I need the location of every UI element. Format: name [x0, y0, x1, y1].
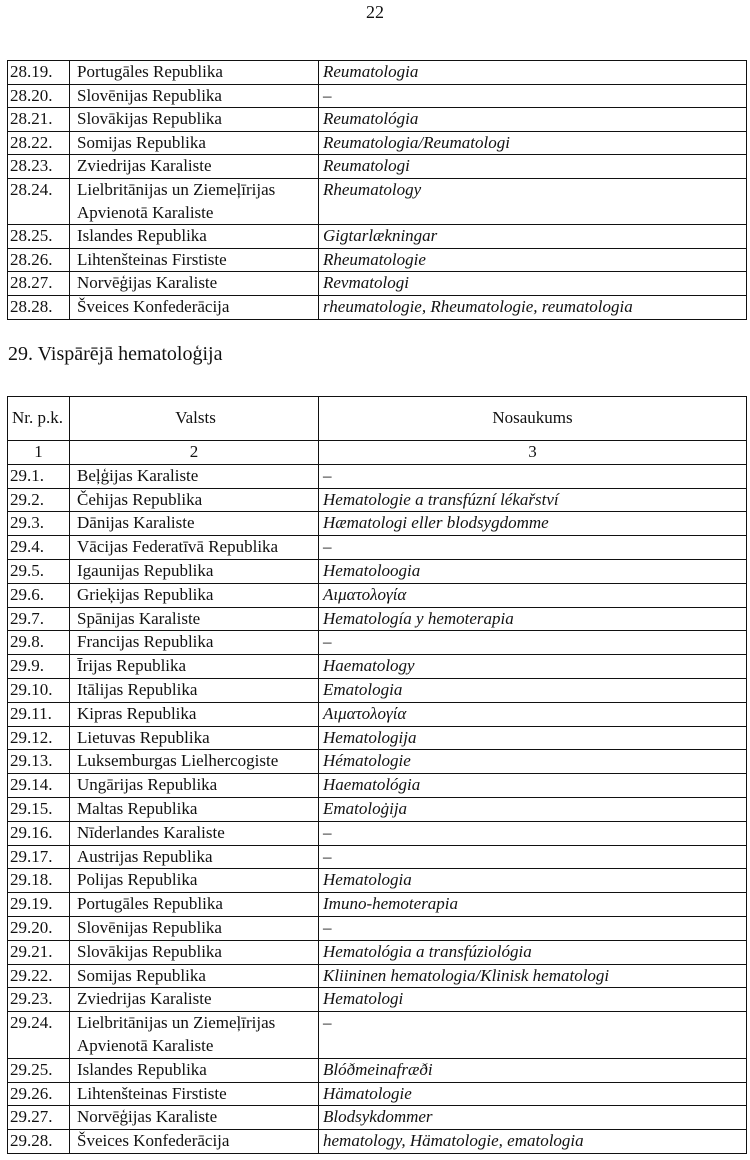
row-number: 29.21. — [8, 940, 70, 964]
table-row — [8, 726, 747, 750]
row-number: 28.23. — [8, 155, 70, 179]
row-number: 28.28. — [8, 295, 70, 319]
table-row — [8, 916, 747, 940]
row-number: 29.18. — [8, 869, 70, 893]
specialty-title: Hematologija — [319, 726, 747, 750]
row-number: 29.27. — [8, 1106, 70, 1130]
table-row — [8, 940, 747, 964]
table-row — [8, 178, 747, 224]
row-number: 28.21. — [8, 108, 70, 132]
specialty-title: Hæmatologi eller blodsygdomme — [319, 512, 747, 536]
table-row — [8, 272, 747, 296]
row-number: 28.19. — [8, 61, 70, 85]
row-number: 29.15. — [8, 797, 70, 821]
specialty-title: Blodsykdommer — [319, 1106, 747, 1130]
country-name: Slovākijas Republika — [70, 940, 319, 964]
row-number: 28.26. — [8, 248, 70, 272]
row-number: 28.25. — [8, 225, 70, 249]
specialty-title: Ematoloġija — [319, 797, 747, 821]
hematology-table — [7, 396, 747, 1154]
country-name: Ungārijas Republika — [70, 774, 319, 798]
country-name: Polijas Republika — [70, 869, 319, 893]
row-number: 29.19. — [8, 893, 70, 917]
country-name: Itālijas Republika — [70, 678, 319, 702]
specialty-title: Hematologia — [319, 869, 747, 893]
col-number-3: 3 — [319, 441, 747, 465]
country-name: Īrijas Republika — [70, 655, 319, 679]
country-name: Lietuvas Republika — [70, 726, 319, 750]
row-number: 29.6. — [8, 583, 70, 607]
specialty-title: Reumatológia — [319, 108, 747, 132]
specialty-title: Blóðmeinafræði — [319, 1058, 747, 1082]
table-row — [8, 631, 747, 655]
specialty-title: – — [319, 1012, 747, 1059]
row-number: 29.26. — [8, 1082, 70, 1106]
specialty-title: hematology, Hämatologie, ematologia — [319, 1130, 747, 1154]
country-name: Islandes Republika — [70, 225, 319, 249]
country-name: Austrijas Republika — [70, 845, 319, 869]
table-row — [8, 131, 747, 155]
table-row — [8, 702, 747, 726]
row-number: 29.22. — [8, 964, 70, 988]
specialty-title: Gigtarlækningar — [319, 225, 747, 249]
table-row — [8, 655, 747, 679]
table-row — [8, 512, 747, 536]
table-row — [8, 988, 747, 1012]
country-name: Slovēnijas Republika — [70, 84, 319, 108]
header-country: Valsts — [70, 397, 319, 441]
table-row — [8, 488, 747, 512]
table-row — [8, 155, 747, 179]
country-name: Grieķijas Republika — [70, 583, 319, 607]
country-name: Lielbritānijas un Ziemeļīrijas Apvienotā Karaliste — [70, 178, 319, 224]
row-number: 29.13. — [8, 750, 70, 774]
row-number: 29.24. — [8, 1012, 70, 1059]
rheumatology-table-continued — [7, 60, 747, 320]
table-row — [8, 108, 747, 132]
country-name: Kipras Republika — [70, 702, 319, 726]
table-row — [8, 750, 747, 774]
country-name: Šveices Konfederācija — [70, 1130, 319, 1154]
header-nr: Nr. p.k. — [8, 397, 70, 441]
table-row — [8, 583, 747, 607]
specialty-title: Hematologi — [319, 988, 747, 1012]
table-row — [8, 536, 747, 560]
country-name: Spānijas Karaliste — [70, 607, 319, 631]
table-row — [8, 1082, 747, 1106]
specialty-title: Αιματολογία — [319, 702, 747, 726]
specialty-title: Reumatologi — [319, 155, 747, 179]
row-number: 28.27. — [8, 272, 70, 296]
country-name: Portugāles Republika — [70, 61, 319, 85]
country-name: Slovākijas Republika — [70, 108, 319, 132]
row-number: 28.24. — [8, 178, 70, 224]
table-row — [8, 295, 747, 319]
row-number: 29.23. — [8, 988, 70, 1012]
specialty-title: rheumatologie, Rheumatologie, reumatologia — [319, 295, 747, 319]
country-name: Lielbritānijas un Ziemeļīrijas Apvienotā Karaliste — [70, 1012, 319, 1059]
country-name: Somijas Republika — [70, 964, 319, 988]
row-number: 29.1. — [8, 464, 70, 488]
row-number: 29.8. — [8, 631, 70, 655]
specialty-title: – — [319, 631, 747, 655]
country-name: Lihtenšteinas Firstiste — [70, 1082, 319, 1106]
country-name: Lihtenšteinas Firstiste — [70, 248, 319, 272]
specialty-title: – — [319, 821, 747, 845]
table-row — [8, 774, 747, 798]
country-name: Vācijas Federatīvā Republika — [70, 536, 319, 560]
table-row — [8, 84, 747, 108]
specialty-title: Haematology — [319, 655, 747, 679]
table-row — [8, 61, 747, 85]
row-number: 29.20. — [8, 916, 70, 940]
country-name: Portugāles Republika — [70, 893, 319, 917]
col-number-2: 2 — [70, 441, 319, 465]
specialty-title: Hematologie a transfúzní lékařství — [319, 488, 747, 512]
country-name: Norvēģijas Karaliste — [70, 272, 319, 296]
specialty-title: Revmatologi — [319, 272, 747, 296]
specialty-title: Ematologia — [319, 678, 747, 702]
row-number: 29.10. — [8, 678, 70, 702]
row-number: 29.25. — [8, 1058, 70, 1082]
col-number-1: 1 — [8, 441, 70, 465]
country-name: Slovēnijas Republika — [70, 916, 319, 940]
column-number-row — [8, 441, 747, 465]
specialty-title: Rheumatologie — [319, 248, 747, 272]
table-row — [8, 1106, 747, 1130]
row-number: 29.12. — [8, 726, 70, 750]
row-number: 29.28. — [8, 1130, 70, 1154]
table-row — [8, 225, 747, 249]
table-row — [8, 559, 747, 583]
table-row — [8, 893, 747, 917]
section-heading: 29. Vispārējā hematoloģija — [8, 343, 223, 365]
specialty-title: Hämatologie — [319, 1082, 747, 1106]
specialty-title: Reumatologia — [319, 61, 747, 85]
row-number: 29.2. — [8, 488, 70, 512]
country-name: Somijas Republika — [70, 131, 319, 155]
row-number: 29.16. — [8, 821, 70, 845]
row-number: 29.17. — [8, 845, 70, 869]
country-name: Nīderlandes Karaliste — [70, 821, 319, 845]
row-number: 29.5. — [8, 559, 70, 583]
table-row — [8, 1130, 747, 1154]
row-number: 29.3. — [8, 512, 70, 536]
table-row — [8, 607, 747, 631]
country-name: Dānijas Karaliste — [70, 512, 319, 536]
specialty-title: – — [319, 845, 747, 869]
header-name: Nosaukums — [319, 397, 747, 441]
table-row — [8, 678, 747, 702]
page-number: 22 — [366, 2, 384, 22]
country-name: Norvēģijas Karaliste — [70, 1106, 319, 1130]
country-name: Beļģijas Karaliste — [70, 464, 319, 488]
specialty-title: Kliininen hematologia/Klinisk hematologi — [319, 964, 747, 988]
table-row — [8, 821, 747, 845]
row-number: 29.7. — [8, 607, 70, 631]
table-row — [8, 464, 747, 488]
country-name: Zviedrijas Karaliste — [70, 988, 319, 1012]
country-name: Igaunijas Republika — [70, 559, 319, 583]
table-row — [8, 248, 747, 272]
row-number: 28.22. — [8, 131, 70, 155]
table-row — [8, 797, 747, 821]
country-name: Luksemburgas Lielhercogiste — [70, 750, 319, 774]
specialty-title: – — [319, 84, 747, 108]
specialty-title: Hématologie — [319, 750, 747, 774]
table-row — [8, 869, 747, 893]
specialty-title: – — [319, 464, 747, 488]
specialty-title: Αιματολογία — [319, 583, 747, 607]
country-name: Zviedrijas Karaliste — [70, 155, 319, 179]
header-row — [8, 397, 747, 441]
specialty-title: Hematología y hemoterapia — [319, 607, 747, 631]
table-row — [8, 1012, 747, 1059]
table-row — [8, 964, 747, 988]
row-number: 29.9. — [8, 655, 70, 679]
country-name: Šveices Konfederācija — [70, 295, 319, 319]
country-name: Maltas Republika — [70, 797, 319, 821]
country-name: Francijas Republika — [70, 631, 319, 655]
specialty-title: – — [319, 916, 747, 940]
row-number: 29.4. — [8, 536, 70, 560]
specialty-title: Imuno-hemoterapia — [319, 893, 747, 917]
specialty-title: Hematológia a transfúziológia — [319, 940, 747, 964]
specialty-title: Haematológia — [319, 774, 747, 798]
specialty-title: Reumatologia/Reumatologi — [319, 131, 747, 155]
row-number: 28.20. — [8, 84, 70, 108]
specialty-title: – — [319, 536, 747, 560]
country-name: Islandes Republika — [70, 1058, 319, 1082]
country-name: Čehijas Republika — [70, 488, 319, 512]
row-number: 29.11. — [8, 702, 70, 726]
table-row — [8, 845, 747, 869]
row-number: 29.14. — [8, 774, 70, 798]
specialty-title: Hematoloogia — [319, 559, 747, 583]
specialty-title: Rheumatology — [319, 178, 747, 224]
table-row — [8, 1058, 747, 1082]
